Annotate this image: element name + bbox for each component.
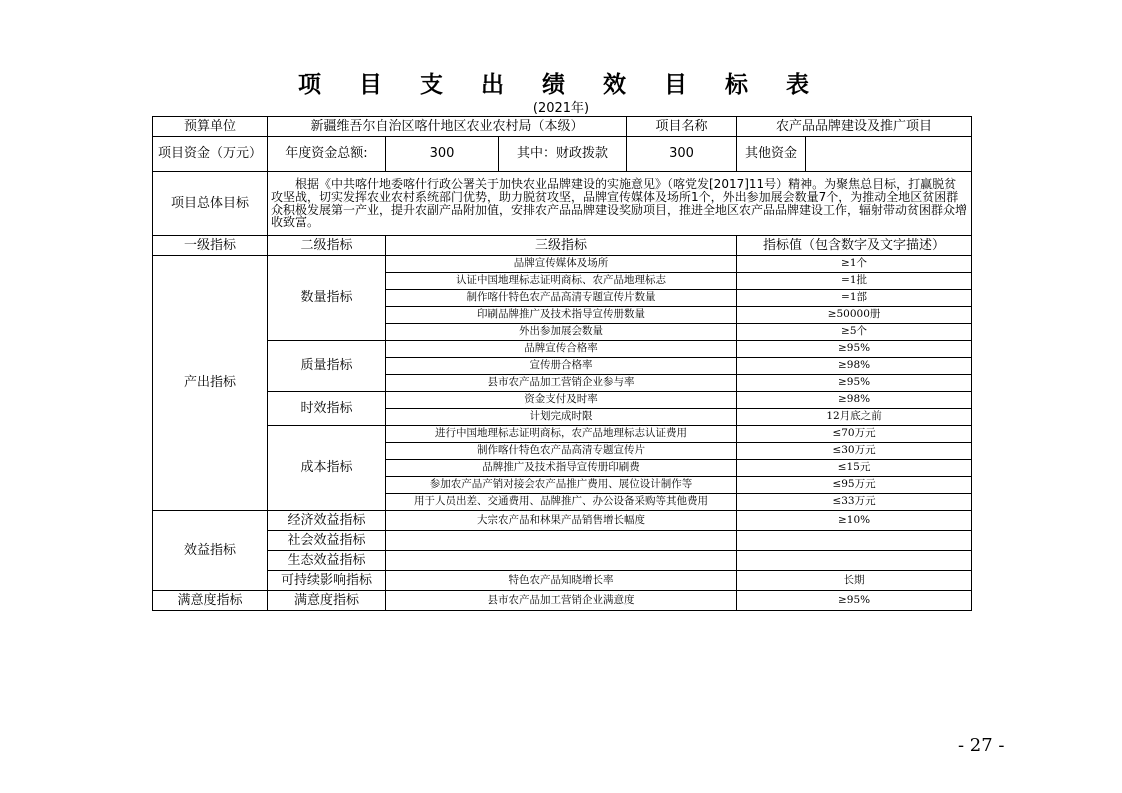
indicator-value: ≥50000册: [737, 307, 972, 324]
indicator-value: ≥98%: [737, 392, 972, 409]
page-number: - 27 -: [958, 735, 1005, 756]
column-header-value: 指标值（包含数字及文字描述）: [737, 236, 972, 256]
other-funds-label: 其他资金: [737, 137, 806, 172]
indicator-name: 认证中国地理标志证明商标、农产品地理标志: [386, 273, 737, 290]
indicator-name: 外出参加展会数量: [386, 324, 737, 341]
budget-unit-value: 新疆维吾尔自治区喀什地区农业农村局（本级）: [268, 117, 627, 137]
indicator-value: ≤30万元: [737, 443, 972, 460]
level2-economic: 经济效益指标: [268, 511, 386, 531]
indicator-name: 用于人员出差、交通费用、品牌推广、办公设备采购等其他费用: [386, 494, 737, 511]
indicator-value: ≤15元: [737, 460, 972, 477]
other-funds-value: [806, 137, 972, 172]
indicator-name: 县市农产品加工营销企业参与率: [386, 375, 737, 392]
column-header-level3: 三级指标: [386, 236, 737, 256]
indicator-value: 12月底之前: [737, 409, 972, 426]
column-header-level2: 二级指标: [268, 236, 386, 256]
indicator-name: 参加农产品产销对接会农产品推广费用、展位设计制作等: [386, 477, 737, 494]
level2-quality: 质量指标: [268, 341, 386, 392]
indicator-name: 县市农产品加工营销企业满意度: [386, 591, 737, 611]
indicator-name: [386, 531, 737, 551]
indicator-name: 品牌宣传合格率: [386, 341, 737, 358]
indicator-value: ≥98%: [737, 358, 972, 375]
level2-satisfaction: 满意度指标: [268, 591, 386, 611]
annual-total-label: 年度资金总额:: [268, 137, 386, 172]
indicator-name: 宣传册合格率: [386, 358, 737, 375]
performance-target-table: [152, 116, 972, 611]
indicator-value: =1批: [737, 273, 972, 290]
indicator-value: [737, 531, 972, 551]
level1-satisfaction: 满意度指标: [153, 591, 268, 611]
indicator-value: ≥5个: [737, 324, 972, 341]
indicator-value: ≥10%: [737, 511, 972, 531]
document-title: 项 目 支 出 绩 效 目 标 表: [297, 72, 825, 98]
level2-quantity: 数量指标: [268, 256, 386, 341]
project-name-label: 项目名称: [627, 117, 737, 137]
indicator-value: ≤33万元: [737, 494, 972, 511]
indicator-name: 大宗农产品和林果产品销售增长幅度: [386, 511, 737, 531]
indicator-name: 印刷品牌推广及技术指导宣传册数量: [386, 307, 737, 324]
indicator-value: ≥95%: [737, 375, 972, 392]
level2-cost: 成本指标: [268, 426, 386, 511]
indicator-name: 制作喀什特色农产品高清专题宣传片数量: [386, 290, 737, 307]
overall-goal-text: 根据《中共喀什地委喀什行政公署关于加快农业品牌建设的实施意见》（喀党发[2017]11号）精神。为聚焦总目标，打赢脱贫攻坚战，切实发挥农业农村系统部门优势，助力脱贫攻坚，品牌宣传媒体及场所1个，外出参加展会数量7个，为推动全地区贫困群众积极发展第一产业，提升农副产品附加值，安排农产品品牌建设奖励项目，推进全地区农产品品牌建设工作，辐射带动贫困群众增收致富。: [268, 172, 972, 236]
level2-timeliness: 时效指标: [268, 392, 386, 426]
indicator-name: 品牌宣传媒体及场所: [386, 256, 737, 273]
overall-goal-label: 项目总体目标: [153, 172, 268, 236]
annual-total-value: 300: [386, 137, 499, 172]
document-year: (2021年): [532, 101, 590, 116]
fiscal-label: 其中：财政拨款: [499, 137, 627, 172]
indicator-name: 进行中国地理标志证明商标，农产品地理标志认证费用: [386, 426, 737, 443]
level2-ecological: 生态效益指标: [268, 551, 386, 571]
fiscal-value: 300: [627, 137, 737, 172]
indicator-value: ≥95%: [737, 591, 972, 611]
funds-label: 项目资金（万元）: [153, 137, 268, 172]
column-header-level1: 一级指标: [153, 236, 268, 256]
indicator-value: ≥1个: [737, 256, 972, 273]
indicator-name: 资金支付及时率: [386, 392, 737, 409]
level2-sustainable: 可持续影响指标: [268, 571, 386, 591]
indicator-name: 特色农产品知晓增长率: [386, 571, 737, 591]
level1-benefit: 效益指标: [153, 511, 268, 591]
level2-social: 社会效益指标: [268, 531, 386, 551]
indicator-value: 长期: [737, 571, 972, 591]
project-name-value: 农产品品牌建设及推广项目: [737, 117, 972, 137]
indicator-value: ≤95万元: [737, 477, 972, 494]
indicator-name: 制作喀什特色农产品高清专题宣传片: [386, 443, 737, 460]
level1-output: 产出指标: [153, 256, 268, 511]
indicator-value: ≥95%: [737, 341, 972, 358]
indicator-value: [737, 551, 972, 571]
indicator-value: ≤70万元: [737, 426, 972, 443]
budget-unit-label: 预算单位: [153, 117, 268, 137]
indicator-name: 计划完成时限: [386, 409, 737, 426]
indicator-name: 品牌推广及技术指导宣传册印刷费: [386, 460, 737, 477]
indicator-value: =1部: [737, 290, 972, 307]
indicator-name: [386, 551, 737, 571]
